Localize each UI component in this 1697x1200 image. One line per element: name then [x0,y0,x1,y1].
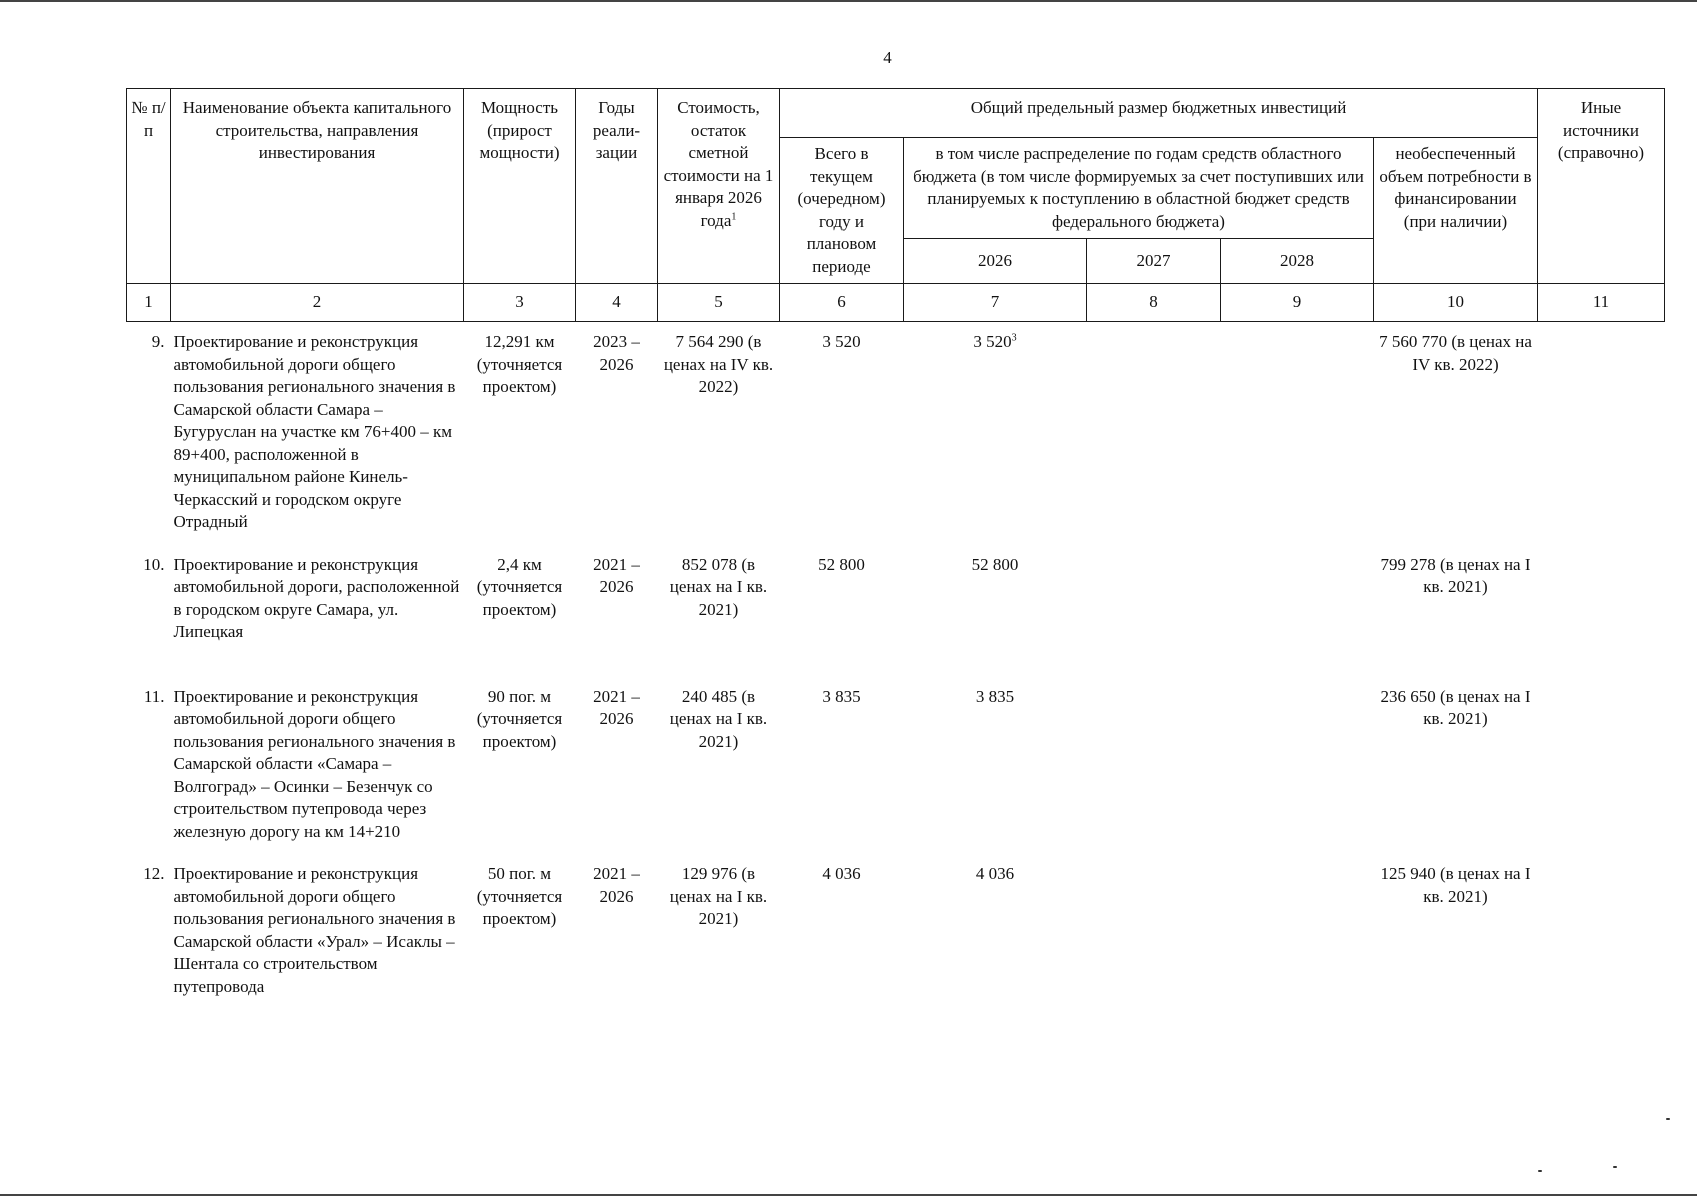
unfunded-amount: 799 278 (в ценах на I кв. 2021) [1380,554,1531,596]
header-year-2027: 2027 [1087,239,1221,284]
other-sources [1538,322,1665,554]
unfunded-amount: 7 560 770 (в ценах на IV кв. 2022) [1379,332,1532,374]
column-number: 11 [1538,284,1665,322]
table-row [127,322,1665,554]
object-name: Проектирование и реконструкция автомобильной дороги общего пользования регионального значения в Самарской области Самара – Бугуруслан на участке км 76+400 – км 89+400, расположенной в муниципальном районе Кинель-Черкасский и городском округе Отрадный [173,332,456,531]
scan-bottom-edge [0,1194,1697,1196]
column-number: 9 [1221,284,1374,322]
amount-2027 [1087,686,1221,864]
unfunded-amount: 236 650 (в ценах на I кв. 2021) [1380,686,1531,728]
cost: 129 976 (в ценах на I кв. 2021) [669,864,768,928]
amount-2026-value: 3 520 [973,332,1012,351]
amount-2026 [904,863,1087,1018]
column-number: 6 [780,284,904,322]
column-number: 5 [658,284,780,322]
capacity: 2,4 км (уточняется проектом) [476,554,563,619]
column-number: 7 [904,284,1087,322]
header-col-years: Годы реали- зации [576,89,658,284]
table-row [127,554,1665,686]
investment-table [126,88,1665,1018]
header-col-unfunded: необеспеченный объем потребности в финансировании (при наличии) [1374,138,1538,284]
amount-2026-footnote: 3 [1011,332,1017,344]
header-col-current: Всего в текущем (очередном) году и плановом периоде [780,138,904,284]
amount-2026 [904,554,1087,686]
other-sources [1538,554,1665,686]
row-number: 11. [143,686,165,706]
object-name: Проектирование и реконструкция автомобильной дороги общего пользования регионального значения в Самарской области «Самара – Волгоград» – Осинки – Безенчук со строительством путепровода через железную дорогу на км 14+210 [173,686,456,841]
scan-top-edge [0,0,1697,2]
header-col-other: Иные источники (справочно) [1538,89,1665,284]
unfunded-amount: 125 940 (в ценах на I кв. 2021) [1380,864,1531,906]
scan-speck [1613,1166,1617,1168]
cost: 240 485 (в ценах на I кв. 2021) [669,686,768,751]
column-number: 1 [127,284,171,322]
amount-2026-value: 4 036 [975,864,1015,883]
object-name: Проектирование и реконструкция автомобильной дороги, расположенной в городском округе Самара, ул. Липецкая [173,554,460,641]
amount-2028 [1221,686,1374,864]
cost: 852 078 (в ценах на I кв. 2021) [669,554,768,619]
column-number: 8 [1087,284,1221,322]
header-col-distribution: в том числе распределение по годам средств областного бюджета (в том числе формируемых за счет поступивших или планируемых к поступлению в областной бюджет средств федерального бюджета) [904,138,1374,239]
column-number: 3 [464,284,576,322]
capacity: 90 пог. м (уточняется проектом) [476,686,563,751]
column-number: 10 [1374,284,1538,322]
row-number: 10. [143,554,165,574]
header-year-2028: 2028 [1221,239,1374,284]
amount-2027 [1087,554,1221,686]
column-number: 4 [576,284,658,322]
total-amount: 4 036 [822,864,861,883]
header-col-cost [658,89,780,284]
amount-2027 [1087,863,1221,1018]
column-number: 2 [171,284,464,322]
total-amount: 3 520 [822,332,861,351]
table-row [127,863,1665,1018]
amount-2027 [1087,322,1221,554]
header-col-cost-footnote: 1 [731,210,737,222]
years: 2021 – 2026 [593,554,640,596]
amount-2026 [904,322,1087,554]
capacity: 12,291 км (уточняется проектом) [476,332,563,396]
other-sources [1538,863,1665,1018]
scan-speck [1666,1118,1670,1120]
header-col-no: № п/п [127,89,171,284]
header-col-name: Наименование объекта капитального строительства, направления инвестирования [171,89,464,284]
cost: 7 564 290 (в ценах на IV кв. 2022) [663,332,774,396]
table-row [127,686,1665,864]
header-col-total-invest: Общий предельный размер бюджетных инвестиций [780,89,1538,138]
years: 2023 – 2026 [593,332,640,374]
amount-2026 [904,686,1087,864]
page-number: 4 [883,48,892,67]
total-amount: 52 800 [818,554,865,574]
row-number: 12. [143,864,165,883]
amount-2026-value: 52 800 [971,554,1019,574]
years: 2021 – 2026 [593,864,640,906]
header-year-2026: 2026 [904,239,1087,284]
amount-2028 [1221,322,1374,554]
column-number-row [127,284,1665,322]
scan-speck [1538,1170,1542,1172]
years: 2021 – 2026 [593,686,640,728]
other-sources [1538,686,1665,864]
total-amount: 3 835 [822,686,861,706]
capacity: 50 пог. м (уточняется проектом) [476,864,563,928]
header-col-capacity: Мощность (прирост мощности) [464,89,576,284]
header-col-cost-text: Стоимость, остаток сметной стоимости на 1 января 2026 года [663,98,774,230]
amount-2026-value: 3 835 [975,686,1015,706]
object-name: Проектирование и реконструкция автомобильной дороги общего пользования регионального значения в Самарской области «Урал» – Исаклы – Шентала со строительством путепровода [173,864,456,996]
row-number: 9. [151,332,165,351]
amount-2028 [1221,554,1374,686]
amount-2028 [1221,863,1374,1018]
